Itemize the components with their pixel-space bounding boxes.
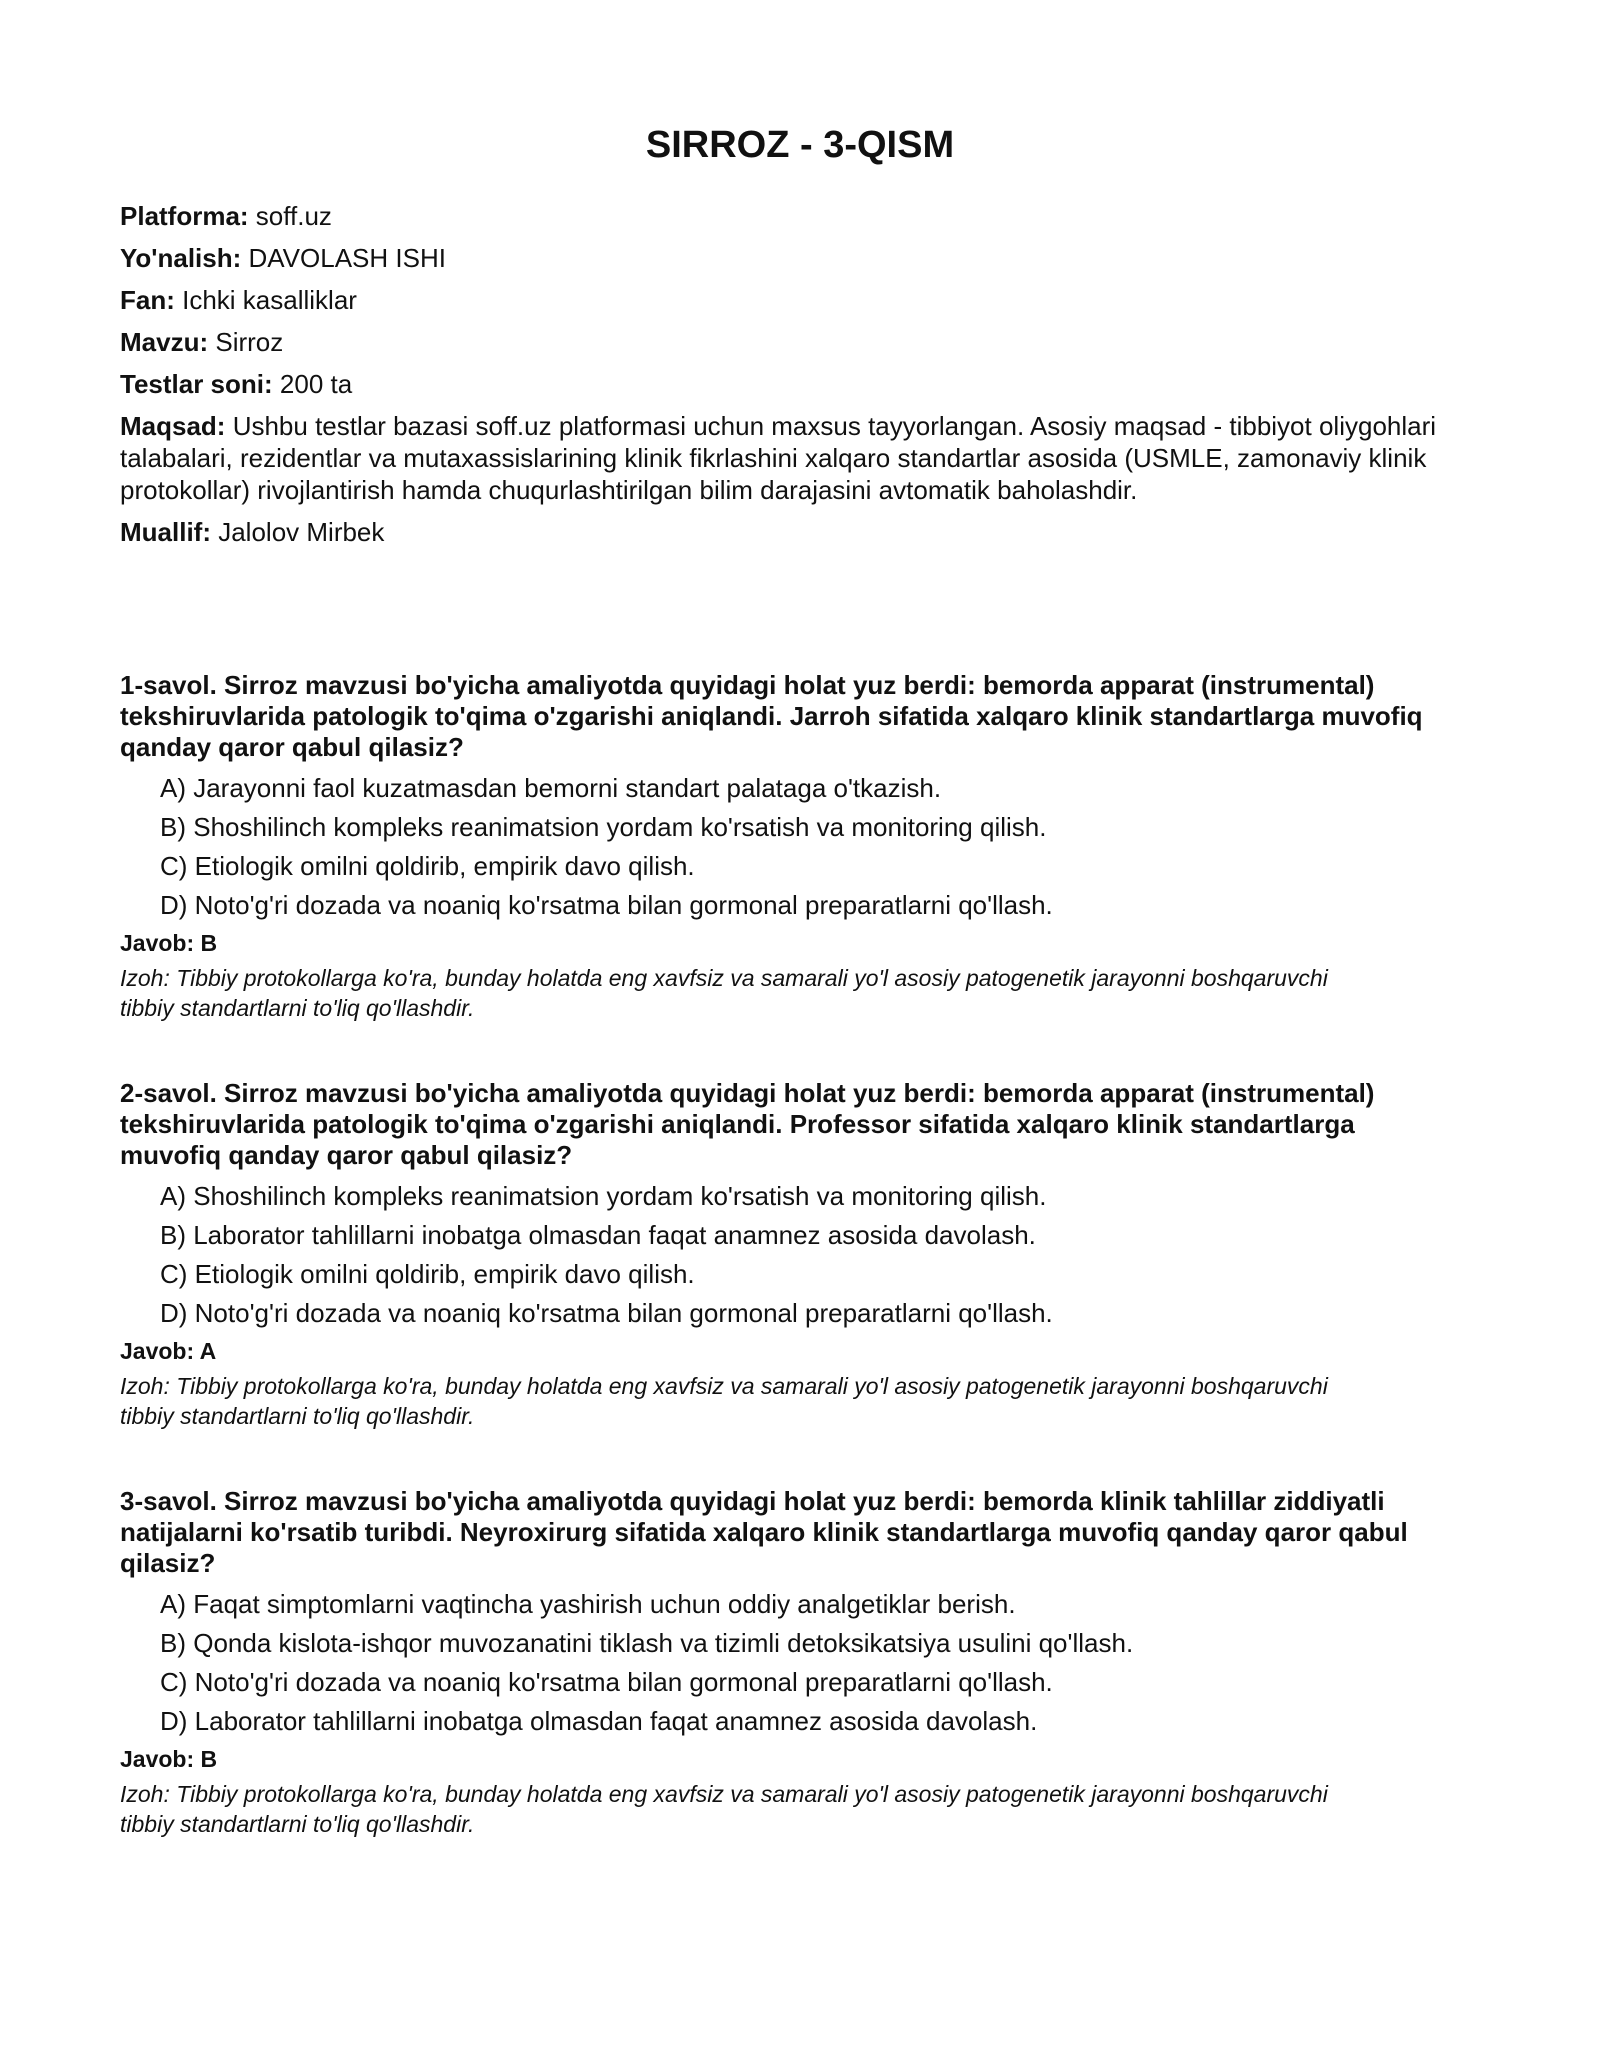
- correct-answer: Javob: B: [120, 1746, 218, 1772]
- option-b: B) Shoshilinch kompleks reanimatsion yordam ko'rsatish va monitoring qilish.: [160, 812, 1047, 842]
- meta-label: Mavzu:: [120, 327, 209, 357]
- option-d: D) Laborator tahlillarni inobatga olmasdan faqat anamnez asosida davolash.: [160, 1706, 1038, 1736]
- meta-value: Ushbu testlar bazasi soff.uz platformasi uchun maxsus tayyorlangan. Asosiy maqsad - tibbiyot oliygohlari talabalari, rezidentlar va mutaxassislarining klinik fikrlashini xalqaro standartlar asosida (USMLE, zamonaviy klinik protokollar) rivojlantirish hamda chuqurlashtirilgan bilim darajasini avtomatik baholashdir.: [120, 411, 1437, 505]
- meta-author: [120, 516, 1460, 548]
- question-1: [120, 670, 1460, 1078]
- option-c: C) Etiologik omilni qoldirib, empirik davo qilish.: [160, 1259, 695, 1289]
- meta-label: Fan:: [120, 285, 175, 315]
- meta-value: Ichki kasalliklar: [174, 285, 357, 315]
- correct-answer: Javob: A: [120, 1338, 217, 1364]
- option-d: D) Noto'g'ri dozada va noaniq ko'rsatma bilan gormonal preparatlarni qo'llash.: [160, 1298, 1053, 1328]
- document-title: SIRROZ - 3-QISM: [645, 124, 955, 166]
- answer-options: [120, 1589, 1460, 1736]
- meta-value: soff.uz: [248, 201, 332, 231]
- question-text: 2-savol. Sirroz mavzusi bo'yicha amaliyotda quyidagi holat yuz berdi: bemorda apparat (instrumental) tekshiruvlarida patologik to'qima o'zgarishi aniqlandi. Professor sifatida xalqaro klinik standartlarga muvofiq qanday qaror qabul qilasiz?: [120, 1078, 1375, 1170]
- meta-label: Yo'nalish:: [120, 243, 242, 273]
- option-a: A) Shoshilinch kompleks reanimatsion yordam ko'rsatish va monitoring qilish.: [160, 1181, 1047, 1211]
- meta-value: 200 ta: [272, 369, 353, 399]
- document-metadata: [120, 200, 1460, 558]
- meta-value: Sirroz: [208, 327, 284, 357]
- meta-topic: [120, 326, 1460, 358]
- answer-explanation: Izoh: Tibbiy protokollarga ko'ra, bunday holatda eng xavfsiz va samarali yo'l asosiy patogenetik jarayonni boshqaruvchi tibbiy standartlarni to'liq qo'llashdir.: [120, 965, 1328, 1021]
- option-a: A) Jarayonni faol kuzatmasdan bemorni standart palataga o'tkazish.: [160, 773, 942, 803]
- meta-direction: [120, 242, 1460, 274]
- question-2: [120, 1078, 1460, 1486]
- question-text: 1-savol. Sirroz mavzusi bo'yicha amaliyotda quyidagi holat yuz berdi: bemorda apparat (instrumental) tekshiruvlarida patologik to'qima o'zgarishi aniqlandi. Jarroh sifatida xalqaro klinik standartlarga muvofiq qanday qaror qabul qilasiz?: [120, 670, 1423, 762]
- question-3: [120, 1486, 1460, 1894]
- meta-platform: [120, 200, 1460, 232]
- answer-options: [120, 773, 1460, 920]
- meta-label: Muallif:: [120, 517, 211, 547]
- option-b: B) Qonda kislota-ishqor muvozanatini tiklash va tizimli detoksikatsiya usulini qo'llash.: [160, 1628, 1134, 1658]
- question-text: 3-savol. Sirroz mavzusi bo'yicha amaliyotda quyidagi holat yuz berdi: bemorda klinik tahlillar ziddiyatli natijalarni ko'rsatib turibdi. Neyroxirurg sifatida xalqaro klinik standartlarga muvofiq qanday qaror qabul qilasiz?: [120, 1486, 1408, 1578]
- option-c: C) Etiologik omilni qoldirib, empirik davo qilish.: [160, 851, 695, 881]
- option-c: C) Noto'g'ri dozada va noaniq ko'rsatma bilan gormonal preparatlarni qo'llash.: [160, 1667, 1053, 1697]
- meta-test-count: [120, 368, 1460, 400]
- meta-label: Platforma:: [120, 201, 249, 231]
- meta-purpose: [120, 410, 1460, 506]
- meta-value: DAVOLASH ISHI: [241, 243, 446, 273]
- option-a: A) Faqat simptomlarni vaqtincha yashirish uchun oddiy analgetiklar berish.: [160, 1589, 1016, 1619]
- answer-explanation: Izoh: Tibbiy protokollarga ko'ra, bunday holatda eng xavfsiz va samarali yo'l asosiy patogenetik jarayonni boshqaruvchi tibbiy standartlarni to'liq qo'llashdir.: [120, 1781, 1328, 1837]
- option-b: B) Laborator tahlillarni inobatga olmasdan faqat anamnez asosida davolash.: [160, 1220, 1036, 1250]
- answer-explanation: Izoh: Tibbiy protokollarga ko'ra, bunday holatda eng xavfsiz va samarali yo'l asosiy patogenetik jarayonni boshqaruvchi tibbiy standartlarni to'liq qo'llashdir.: [120, 1373, 1328, 1429]
- answer-options: [120, 1181, 1460, 1328]
- correct-answer: Javob: B: [120, 930, 218, 956]
- meta-label: Testlar soni:: [120, 369, 273, 399]
- meta-label: Maqsad:: [120, 411, 226, 441]
- question-list: [120, 670, 1460, 1894]
- meta-value: Jalolov Mirbek: [211, 517, 385, 547]
- meta-subject: [120, 284, 1460, 316]
- option-d: D) Noto'g'ri dozada va noaniq ko'rsatma bilan gormonal preparatlarni qo'llash.: [160, 890, 1053, 920]
